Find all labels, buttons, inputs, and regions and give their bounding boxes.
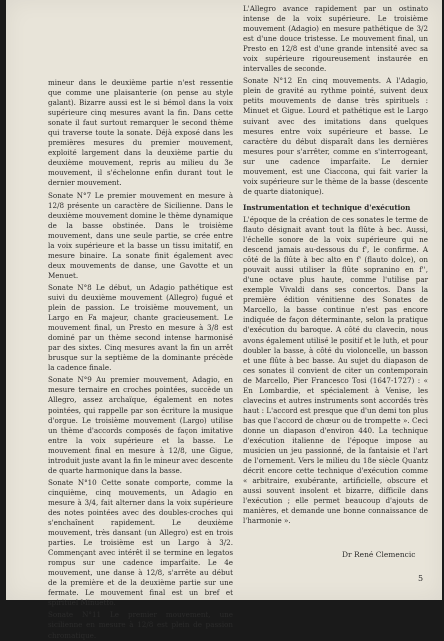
paragraph-sonate-10: Sonate N°10 Cette sonate comporte, comme la cinquième, cinq mouvements, un Adagio en mesure à 3/4, fait alterner dans la voix supérieure des notes pointées avec des doubles-croches qui s'enchaînent rapidement. Le deuxième mouvement, très dansant (un Allegro) est en trois parties. Le troisième est un Largo à 3/2. Commençant avec intérêt il se termine en legatos rompus sur une cadence imparfaite. Le 4e mouvement, une danse à 12/8, s'arrête au début de la première et de la deuxième partie sur une fermate. Le mouvement final est un bref et spirituel Minuetto. (48, 477, 233, 608)
right-column (243, 4, 428, 526)
paragraph-sonate-12: Sonate N°12 En cinq mouvements. A l'Adagio, plein de gravité au rythme pointé, suivent deux petits mouvements de danse très spirituels : Minuet et Gigue. Lourd et pathétique est le Largo suivant avec des imitations dans quelques mesures entre voix supérieure et basse. Le caractère du début disparaît dans les dernières mesures pour s'arrêter, comme en s'interrogeant, sur une cadence imparfaite. Le dernier mouvement, est une Ciaccona, qui fait varier la voix supérieure sur le thème de la basse (descente de quarte diatonique). (243, 76, 428, 196)
section-heading: Instrumentation et technique d'exécution (243, 202, 411, 212)
page-number: 5 (418, 574, 424, 583)
paragraph-sonate-8: Sonate N°8 Le début, un Adagio pathétique est suivi du deuxième mouvement (Allegro) fugué et plein de passion. Le troisième mouvement, un Largo en Fa majeur, chante gracieusement. Le mouvement final, un Presto en mesure à 3/8 est dominé par un thème second intense harmonisé par des sixtes. Cinq mesures avant la fin un arrêt brusque sur la septième de la dominante précède la cadence finale. (48, 282, 233, 373)
paragraph-sonate-9: Sonate N°9 Au premier mouvement, Adagio, en mesure ternaire en croches pointées, succède un Allegro, assez archaïque, également en notes pointées, qui rappelle par son écriture la musique d'orgue. Le troisième mouvement (Largo) utilise un thème d'accords composés de façon imitative entre la voix supérieure et la basse. Le mouvement final en mesure à 12/8, une Gigue, introduit juste avant la fin le mineur avec descente de quarte harmonique dans la basse. (48, 375, 233, 475)
paragraph-sonate-11: Sonate N°11 Le premier mouvement, une sicilienne en mesure à 12/8 est plein de passion chromatique. (48, 610, 233, 640)
paragraph-sonate-11-cont: L'Allegro avance rapidement par un ostinato intense de la voix supérieure. Le troisième mouvement (Adagio) en mesure pathétique de 3/2 est d'une douce tristesse. Le mouvement final, un Presto en 12/8 est d'une grande intensité avec sa voix supérieure rigoureusement instaurée en intervalles de seconde. (243, 4, 428, 74)
paragraph-intro: mineur dans le deuxième partie n'est ressentie que comme une plaisanterie (on pense au style galant). Bizarre aussi est le si bémol dans la voix supérieure cinq mesures avant la fin. Dans cette sonate il faut surtout remarquer le second thème qui traverse toute la sonate. Déjà exposé dans les premières mesures du premier mouvement, exploité largement dans la deuxième partie du deuxième mouvement, repris au milieu du 3e mouvement, il s'échelonne enfin durant tout le dernier mouvement. (48, 78, 233, 188)
author-signature: Dr René Clemencic (342, 550, 416, 559)
left-column (48, 78, 233, 641)
paragraph-sonate-7: Sonate N°7 Le premier mouvement en mesure à 12/8 présente un caractère de Sicilienne. Dans le deuxième mouvement domine le thème dynamique de la basse obstinée. Dans le troisième mouvement, dans une seule partie, se crée entre la voix supérieure et la basse un tissu imitatif, en mesure binaire. La sonate finit également avec deux mouvements de danse, une Gavotte et un Menuet. (48, 190, 233, 280)
paragraph-instrumentation: L'époque de la création de ces sonates le terme de flauto désignait avant tout la flûte à bec. Aussi, l'échelle sonore de la voix supérieure qui ne descend jamais au-dessous du f', le confirme. A côté de la flûte à bec alto en f' (flauto dolce), on pouvait aussi utiliser la flûte sopranino en f'', d'une octave plus haute, comme l'utilise par exemple Vivaldi dans ses concertos. Dans la première édition vénitienne des Sonates de Marcello, la basse continue n'est pas encore indiquée de façon déterminante, selon la pratique d'exécution du baroque. A côté du clavecin, nous avons également utilisé le positif et le luth, et pour doubler la basse, à côté du violoncelle, un basson et une flûte à bec basse. Au sujet du diapason de ces sonates il convient de citer un contemporain de Marcello, Pier Francesco Tosi (1647-1727) : « En Lombardie, et spécialement à Venise, les clavecins et autres instruments sont accordés très haut : L'accord est presque que d'un demi ton plus bas que l'accord de chœur ou de trompette ». Ceci donne un diapason d'environ 440. La technique d'exécution italienne de l'époque impose au musicien un jeu passionné, de la fantaisie et l'art de l'ornement. Vers le milieu du 18e siècle Quantz décrit encore cette technique d'exécution comme « arbitraire, exubérante, artificielle, obscure et aussi souvent insolent et bizarre, difficile dans l'exécution ; elle permet beaucoup d'ajouts de manières, et demande une bonne connaissance de l'harmonie ». (243, 214, 428, 526)
book-page (6, 0, 442, 640)
